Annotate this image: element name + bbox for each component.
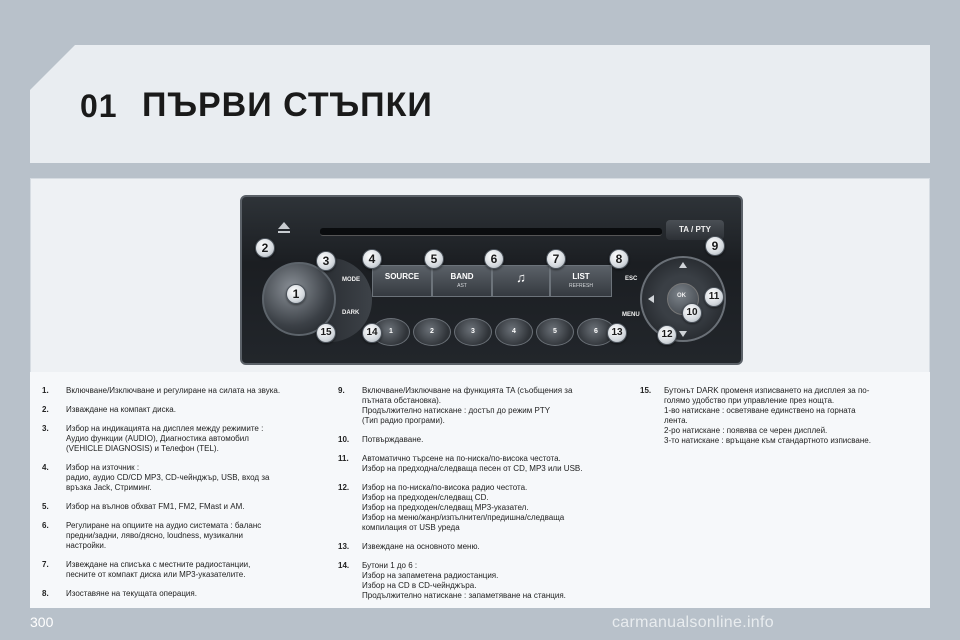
page-number: 300 (30, 614, 54, 630)
mode-button: MODE (342, 277, 360, 283)
watermark: carmanualsonline.info (612, 614, 774, 631)
preset-button-4: 4 (495, 318, 533, 346)
menu-button: MENU (622, 312, 640, 318)
callout-15: 15 (316, 323, 336, 343)
preset-button-6: 6 (577, 318, 615, 346)
legend-item: 15. Бутонът DARK променя изписването на дисплея за по- голямо удобство при управление през нощта. 1-во натискане : осветяване единствено на горната лента. 2-ро натискане : появява се черен дисплей. 3-то натискане : връщане към стандартното изписване. (640, 386, 871, 445)
callout-12: 12 (657, 325, 677, 345)
legend-column-1 (42, 386, 332, 608)
legend-item: 4. Избор на източник : радио, аудио CD/CD MP3, CD-чейнджър, USB, вход за връзка Jack, Стриминг. (42, 463, 270, 492)
legend-column-2 (338, 386, 638, 610)
header-corner (30, 45, 75, 90)
legend-item: 13. Извеждане на основното меню. (338, 542, 480, 551)
legend-column-3 (640, 386, 924, 455)
callout-9: 9 (705, 236, 725, 256)
music-note-icon: ♫ (516, 270, 526, 285)
chapter-number: 01 (80, 88, 118, 124)
preset-button-5: 5 (536, 318, 574, 346)
legend-item: 3. Избор на индикацията на дисплея между режимите : Аудио функции (AUDIO), Диагностика автомобил (VEHICLE DIAGNOSIS) и Телефон (TEL). (42, 424, 264, 453)
legend-item: 8. Изоставяне на текущата операция. (42, 589, 197, 598)
legend-item: 10. Потвърждаване. (338, 435, 424, 444)
ta-pty-button: TA / PTY (666, 220, 724, 240)
legend-item: 7. Извеждане на списъка с местните радиостанции, песните от компакт диска или MP3-указателите. (42, 560, 251, 579)
callout-10: 10 (682, 303, 702, 323)
preset-button-1: 1 (372, 318, 410, 346)
cd-slot (320, 228, 662, 236)
eject-icon (278, 222, 290, 229)
band-button: BAND AST (432, 265, 492, 297)
preset-button-3: 3 (454, 318, 492, 346)
source-button: SOURCE (372, 265, 432, 297)
legend-item: 12. Избор на по-ниска/по-висока радио честота. Избор на предходен/следващ CD. Избор на предходен/следващ MP3-указател. Избор на меню/жанр/изпълнител/предишна/следваща компилация от USB уреда (338, 483, 565, 532)
esc-button: ESC (625, 276, 638, 282)
callout-13: 13 (607, 323, 627, 343)
dark-button: DARK (342, 310, 360, 316)
list-button: LIST REFRESH (550, 265, 612, 297)
legend-item: 9. Включване/Изключване на функцията TA (съобщения за пътната обстановка). Продължително натискане : достъп до режим PTY (Тип радио програми). (338, 386, 573, 425)
callout-14: 14 (362, 323, 382, 343)
callout-7: 7 (546, 249, 566, 269)
legend-item: 14. Бутони 1 до 6 : Избор на запаметена радиостанция. Избор на CD в CD-чейнджъра. Продължително натискане : запаметяване на станция. (338, 561, 566, 600)
callout-3: 3 (316, 251, 336, 271)
callout-11: 11 (704, 287, 724, 307)
legend-item: 11. Автоматично търсене на по-ниска/по-висока честота. Избор на предходна/следваща песен от CD, MP3 или USB. (338, 454, 583, 473)
callout-8: 8 (609, 249, 629, 269)
preset-button-2: 2 (413, 318, 451, 346)
audio-settings-button (492, 265, 550, 297)
callout-5: 5 (424, 249, 444, 269)
callout-6: 6 (484, 249, 504, 269)
arrow-left-icon (648, 295, 654, 303)
legend-item: 6. Регулиране на опциите на аудио системата : баланс предни/задни, ляво/дясно, loudness, музикални настройки. (42, 521, 262, 550)
legend-item: 1. Включване/Изключване и регулиране на силата на звука. (42, 386, 281, 395)
eject-icon-bar (278, 231, 290, 233)
legend-item: 2. Изваждане на компакт диска. (42, 405, 176, 414)
arrow-up-icon (679, 262, 687, 268)
callout-1: 1 (286, 284, 306, 304)
arrow-down-icon (679, 331, 687, 337)
legend-item: 5. Избор на вълнов обхват FM1, FM2, FMast и AM. (42, 502, 245, 511)
callout-4: 4 (362, 249, 382, 269)
ok-label: OK (677, 293, 686, 299)
callout-2: 2 (255, 238, 275, 258)
chapter-title: ПЪРВИ СТЪПКИ (142, 86, 433, 124)
